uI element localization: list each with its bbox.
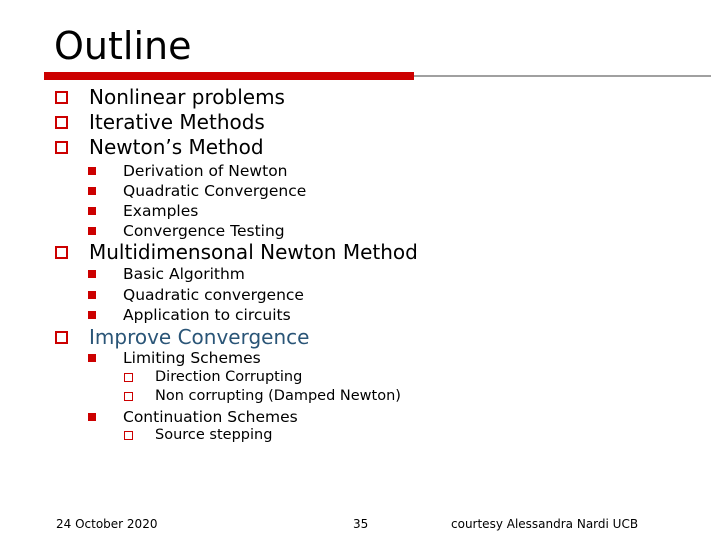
filled-square-bullet-icon <box>88 207 96 215</box>
footer-page-number: 35 <box>353 517 369 531</box>
footer-date: 24 October 2020 <box>56 517 158 531</box>
footer-credit: courtesy Alessandra Nardi UCB <box>451 517 639 531</box>
hollow-square-bullet-icon <box>55 331 68 344</box>
sub-sub-item: Non corrupting (Damped Newton) <box>155 388 401 404</box>
sub-item: Quadratic Convergence <box>123 182 307 200</box>
hollow-square-bullet-icon <box>55 141 68 154</box>
sub-item: Application to circuits <box>123 306 291 324</box>
outline-item-nonlinear: Nonlinear problems <box>89 85 285 109</box>
hollow-square-bullet-icon <box>55 116 68 129</box>
title-accent-bar <box>44 72 414 80</box>
hollow-square-bullet-icon <box>55 246 68 259</box>
sub-sub-item: Source stepping <box>155 427 273 443</box>
filled-square-bullet-icon <box>88 291 96 299</box>
filled-square-bullet-icon <box>88 311 96 319</box>
hollow-square-bullet-icon <box>55 91 68 104</box>
filled-square-bullet-icon <box>88 413 96 421</box>
filled-square-bullet-icon <box>88 167 96 175</box>
filled-square-bullet-icon <box>88 227 96 235</box>
sub-sub-item: Direction Corrupting <box>155 369 303 385</box>
sub-item: Examples <box>123 202 199 220</box>
sub-item: Derivation of Newton <box>123 162 288 180</box>
outline-item-multidimensional: Multidimensonal Newton Method <box>89 240 418 264</box>
hollow-square-bullet-icon <box>124 392 133 401</box>
hollow-square-bullet-icon <box>124 431 133 440</box>
outline-item-newton: Newton’s Method <box>89 135 264 159</box>
sub-item: Basic Algorithm <box>123 265 245 283</box>
sub-item: Convergence Testing <box>123 222 285 240</box>
filled-square-bullet-icon <box>88 270 96 278</box>
outline-item-iterative: Iterative Methods <box>89 110 265 134</box>
sub-item: Limiting Schemes <box>123 349 261 367</box>
filled-square-bullet-icon <box>88 187 96 195</box>
outline-item-improve-convergence: Improve Convergence <box>89 325 310 349</box>
hollow-square-bullet-icon <box>124 373 133 382</box>
slide-title: Outline <box>54 24 192 68</box>
sub-item: Quadratic convergence <box>123 286 304 304</box>
sub-item: Continuation Schemes <box>123 408 298 426</box>
filled-square-bullet-icon <box>88 354 96 362</box>
